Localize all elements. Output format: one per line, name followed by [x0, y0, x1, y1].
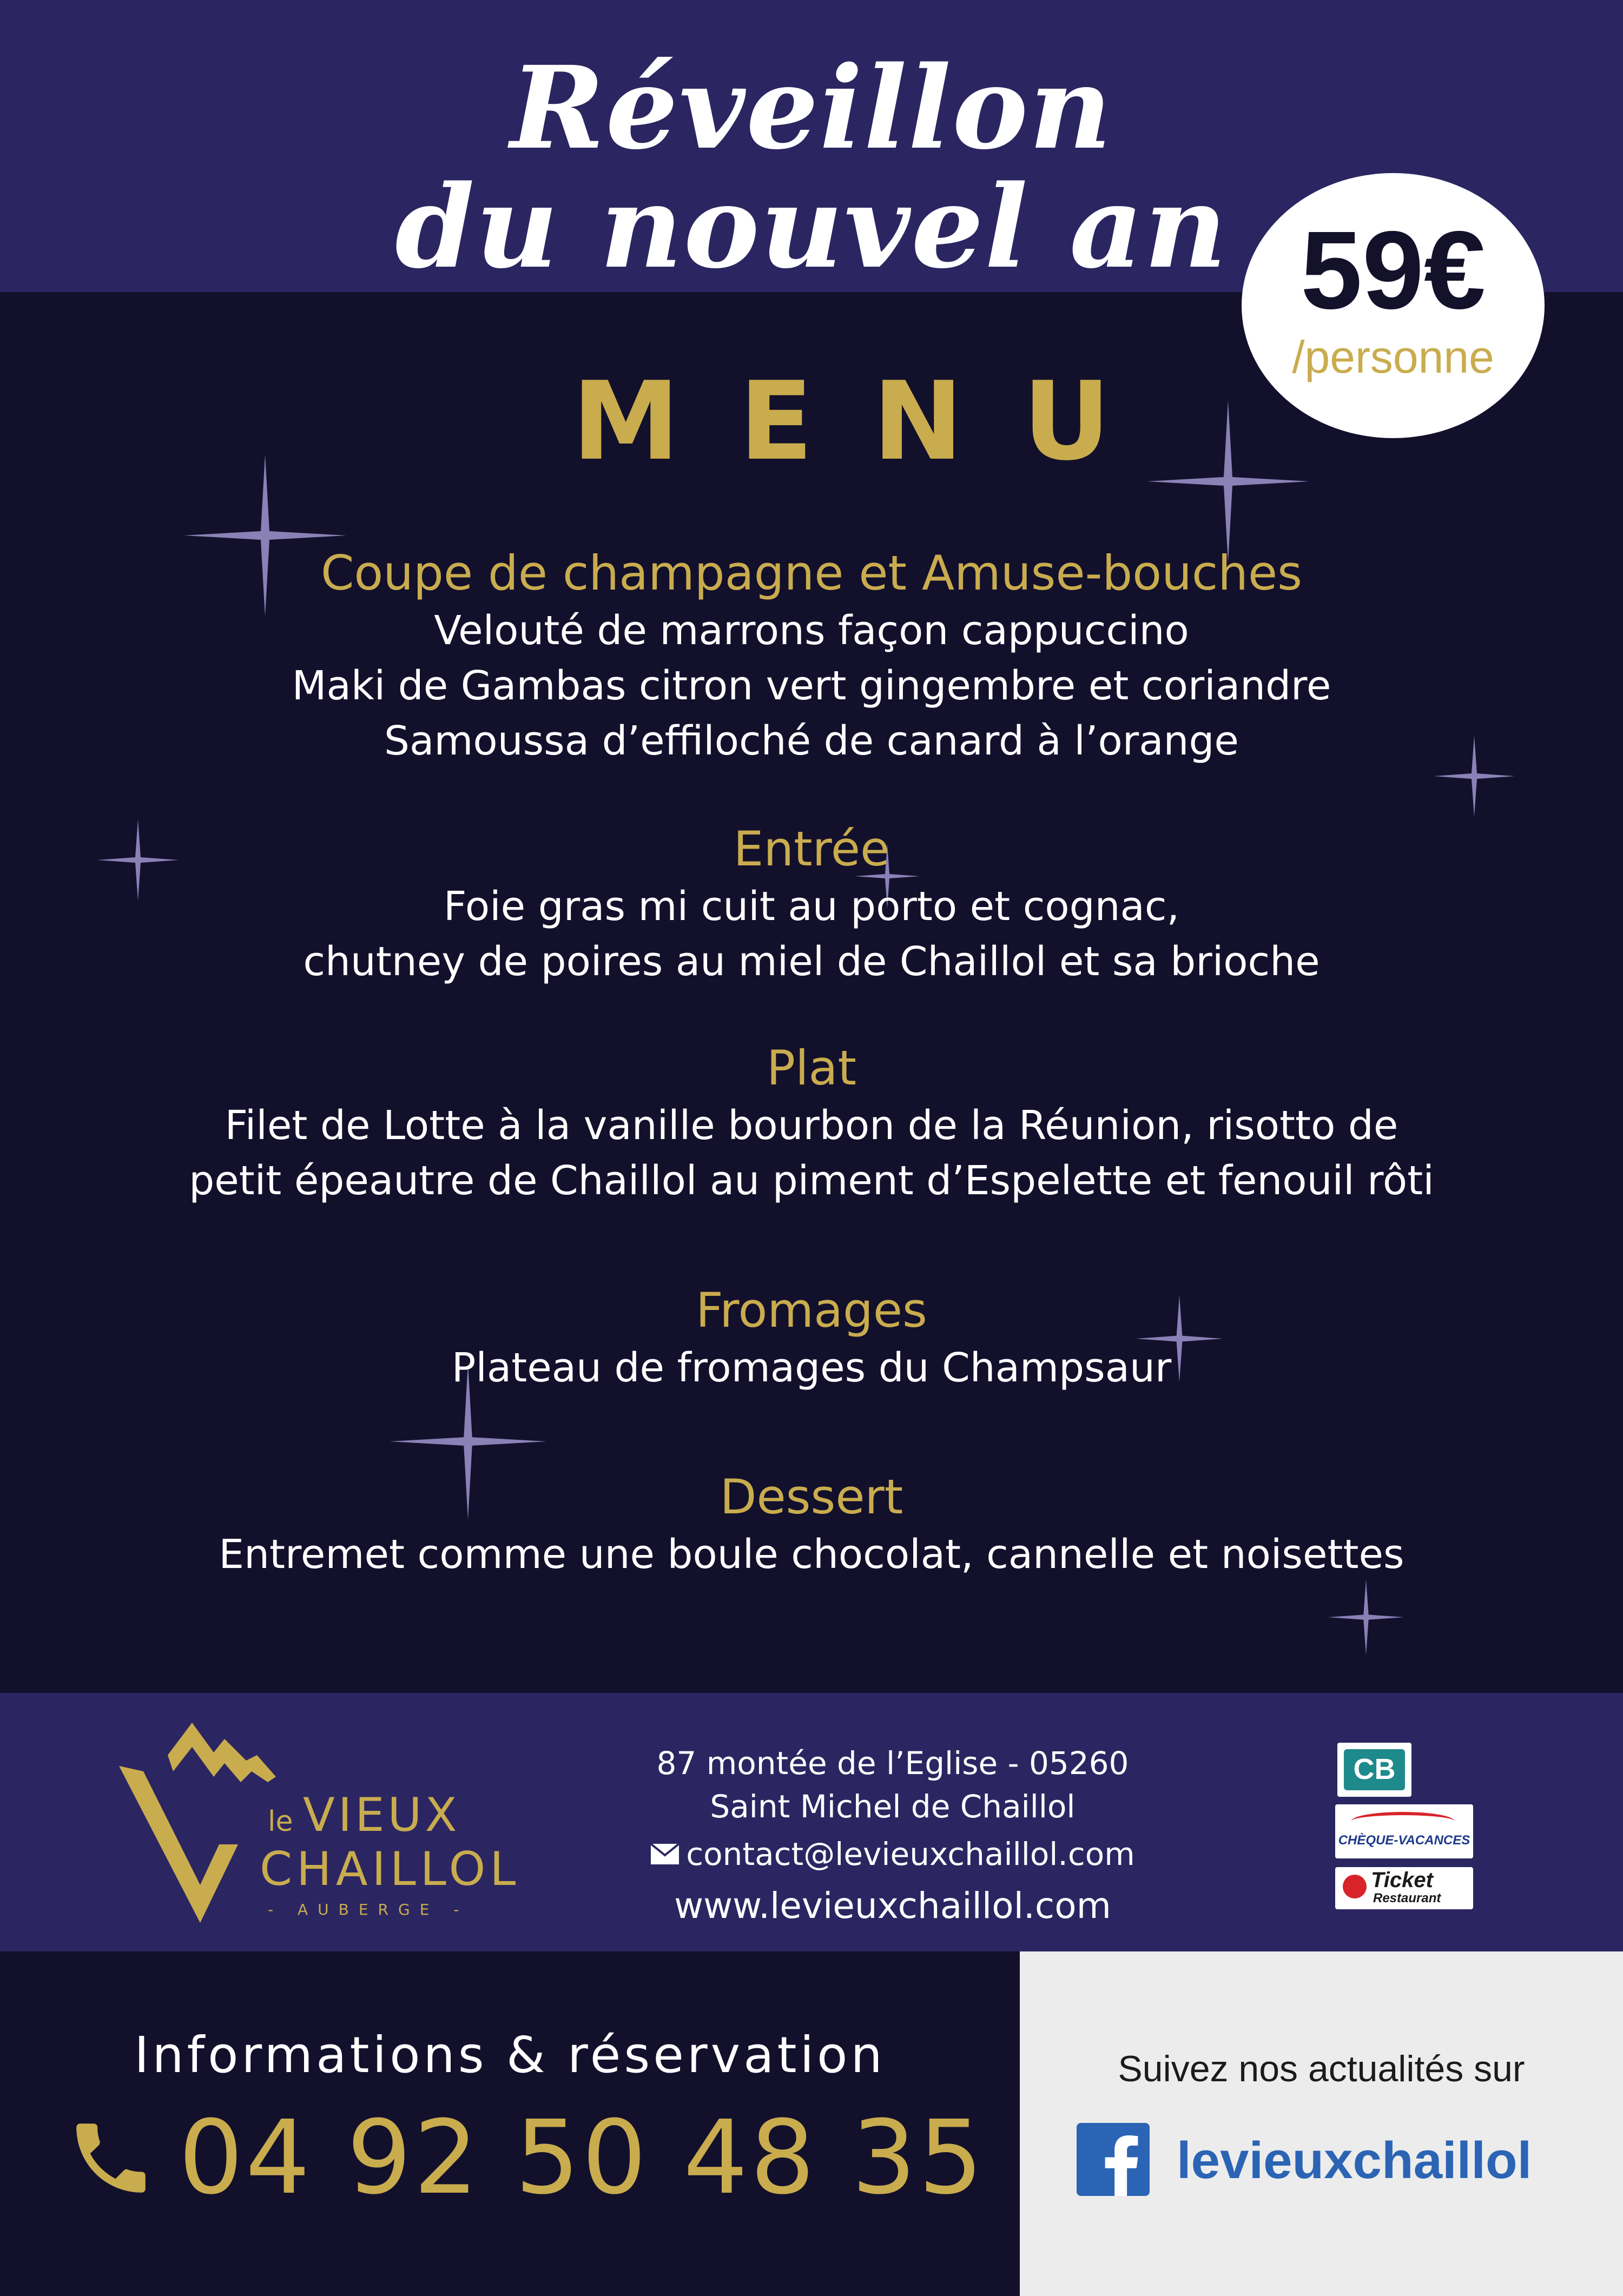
dish-line: Maki de Gambas citron vert gingembre et coriandre — [292, 663, 1331, 709]
logo-le: le — [268, 1805, 293, 1838]
contact-info — [595, 1742, 1190, 1933]
title-line-1: Réveillon — [510, 41, 1113, 175]
address-line-1: 87 montée de l’Eglise - 05260 — [656, 1745, 1129, 1782]
dish-line: Filet de Lotte à la vanille bourbon de la Réunion, risotto de — [225, 1102, 1398, 1149]
cb-label: CB — [1353, 1753, 1396, 1785]
menu-section-aperitif — [0, 544, 1623, 769]
ticket-restaurant-logo — [1335, 1867, 1473, 1909]
dish-line: Foie gras mi cuit au porto et cognac, — [443, 883, 1180, 930]
logo-chaillol: CHAILLOL — [260, 1842, 520, 1896]
facebook-icon[interactable] — [1077, 2123, 1150, 2196]
logo — [114, 1723, 536, 1928]
phone-icon — [65, 2112, 157, 2204]
ticket-label: Ticket — [1371, 1868, 1433, 1892]
menu-section-dessert — [0, 1467, 1623, 1582]
dish-line: Entremet comme une boule chocolat, cannelle et noisettes — [219, 1531, 1404, 1578]
cheque-label: CHÈQUE-VACANCES — [1338, 1833, 1470, 1848]
title-line-2: du nouvel an — [395, 160, 1228, 294]
phone-number[interactable]: 04 92 50 48 35 — [179, 2099, 986, 2217]
logo-vieux: VIEUX — [303, 1788, 460, 1842]
email-link[interactable]: contact@levieuxchaillol.com — [686, 1835, 1135, 1872]
facebook-handle[interactable]: levieuxchaillol — [1177, 2132, 1532, 2189]
cb-logo — [1337, 1743, 1411, 1797]
envelope-icon — [650, 1843, 679, 1865]
address-line-2: Saint Michel de Chaillol — [710, 1788, 1076, 1825]
dish-line: Samoussa d’effiloché de canard à l’orange — [384, 718, 1239, 764]
dish-line: petit épeautre de Chaillol au piment d’Espelette et fenouil rôti — [189, 1157, 1434, 1204]
dish-line: Plateau de fromages du Champsaur — [451, 1345, 1172, 1391]
section-heading: Dessert — [720, 1469, 903, 1525]
section-heading: Entrée — [733, 821, 890, 877]
price-amount: 59€ — [1300, 208, 1486, 332]
section-heading: Coupe de champagne et Amuse-bouches — [320, 545, 1302, 601]
price-unit: /personne — [1292, 332, 1494, 382]
dish-line: Velouté de marrons façon cappuccino — [434, 607, 1189, 654]
follow-label: Suivez nos actualités sur — [1118, 2048, 1525, 2089]
menu-title: MENU — [572, 359, 1170, 485]
reservation-label: Informations & réservation — [134, 2026, 886, 2084]
email-row[interactable] — [595, 1830, 1190, 1876]
section-heading: Fromages — [696, 1282, 927, 1338]
sparkle-icon — [1328, 1579, 1404, 1655]
dish-line: chutney de poires au miel de Chaillol et sa brioche — [303, 938, 1320, 985]
website-link[interactable]: www.levieuxchaillol.com — [674, 1884, 1111, 1927]
ticket-sub-label: Restaurant — [1373, 1891, 1441, 1905]
logo-auberge: - AUBERGE - — [268, 1901, 469, 1918]
cheque-vacances-logo — [1335, 1804, 1473, 1858]
logo-mountain-icon — [119, 1723, 276, 1923]
section-heading: Plat — [767, 1040, 856, 1096]
menu-section-plat — [0, 1038, 1623, 1208]
menu-section-entree — [0, 819, 1623, 989]
menu-section-fromages — [0, 1281, 1623, 1395]
